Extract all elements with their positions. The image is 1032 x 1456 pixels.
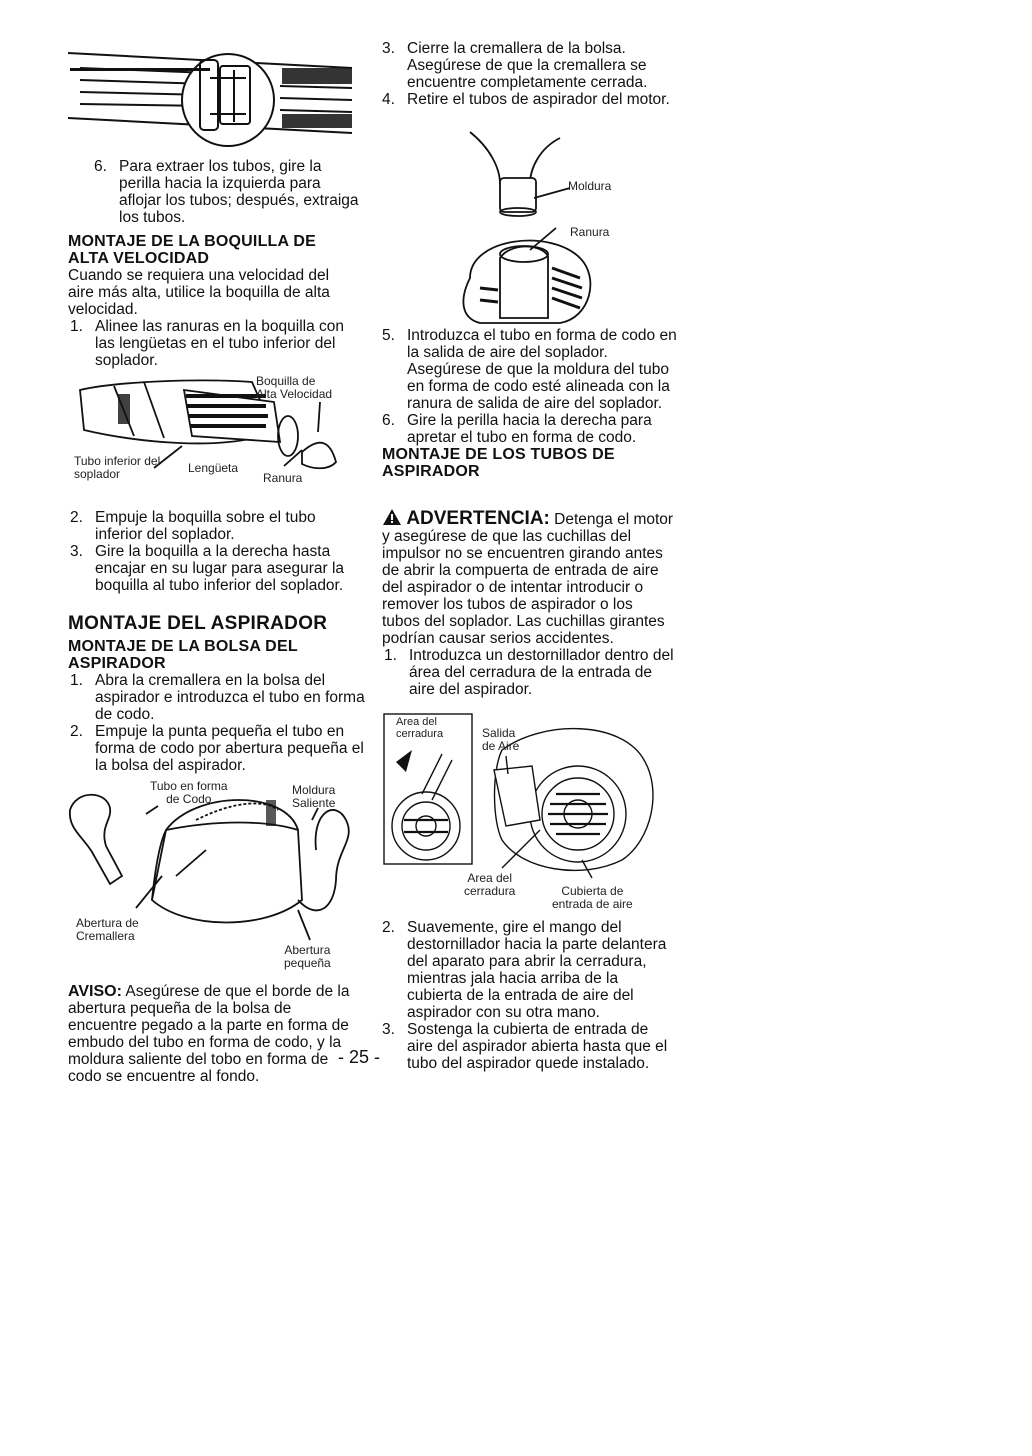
label-line: Abertura — [284, 943, 331, 957]
label-inset-area-cerradura — [396, 716, 443, 740]
warning-label: ADVERTENCIA: — [406, 508, 550, 529]
label-line: Tubo en forma — [150, 779, 228, 793]
label-line: Tubo inferior del — [74, 454, 161, 468]
label-line: Boquilla de — [256, 374, 316, 388]
list-item — [382, 919, 670, 1021]
label-ranura-motor: Ranura — [570, 225, 610, 239]
step-text: Abra la cremallera en la bolsa del aspirador e introduzca el tubo en forma de codo. — [95, 672, 365, 723]
label-line: Cubierta de — [561, 884, 624, 898]
list-item — [382, 412, 678, 446]
step-text: Suavemente, gire el mango del destornillador hacia la parte delantera del aparato para abrir la cerradura, mientras jala hacia arriba de la cubierta de la entrada de aire del aspirador con su otra mano. — [407, 919, 667, 1021]
step-text: Retire el tubos de aspirador del motor. — [407, 91, 670, 108]
list-item — [382, 91, 672, 108]
list-item — [94, 158, 364, 226]
section-heading-tubos: MONTAJE DE LOS TUBOS DE ASPIRADOR — [382, 446, 615, 480]
label-lengueta: Lengüeta — [188, 461, 239, 475]
section-heading-aspirador: MONTAJE DEL ASPIRADOR — [68, 613, 328, 634]
step-text: Gire la perilla hacia la derecha para apretar el tubo en forma de codo. — [407, 412, 652, 446]
label-moldura: Moldura — [568, 179, 612, 193]
label-ranura: Ranura — [263, 471, 303, 485]
list-item — [70, 543, 360, 594]
label-boquilla — [256, 375, 332, 401]
step-text: Alinee las ranuras en la boquilla con las lengüetas en el tubo inferior del soplador. — [95, 318, 345, 369]
label-line: Salida — [482, 726, 516, 740]
step-number: 3. — [382, 1021, 395, 1038]
aviso-note — [68, 983, 356, 1085]
label-line: soplador — [74, 467, 121, 481]
step-number: 2. — [70, 723, 83, 740]
list-item — [70, 672, 368, 723]
step-text: Gire la boquilla a la derecha hasta encajar en su lugar para asegurar la boquilla al tubo inferior del soplador. — [95, 543, 345, 594]
step-number: 2. — [382, 919, 395, 936]
label-tubo-inferior — [74, 455, 160, 481]
label-line: entrada de aire — [552, 897, 633, 911]
step-text: Introduzca un destornillador dentro del área del cerradura de la entrada de aire del aspirador. — [409, 647, 674, 698]
step-number: 5. — [382, 327, 395, 344]
label-line: cerradura — [396, 728, 444, 740]
aviso-text: Asegúrese de que el borde de la abertura pequeña de la bolsa de encuentre pegado a la parte en forma de embudo del tubo en forma de codo, y la moldura saliente del tobo en forma de codo se encuentre al fondo. — [68, 983, 350, 1085]
list-item — [382, 40, 672, 91]
step-number: 3. — [70, 543, 83, 560]
list-item — [384, 647, 674, 698]
label-salida-aire — [482, 727, 519, 753]
label-line: Area del — [467, 871, 513, 885]
section-heading-bolsa: MONTAJE DE LA BOLSA DEL ASPIRADOR — [68, 638, 298, 672]
step-number: 4. — [382, 91, 395, 108]
step-text: Introduzca el tubo en forma de codo en la salida de aire del soplador. Asegúrese de que la moldura del tubo en forma de codo esté alineada con la ranura de salida de aire del soplador. — [407, 327, 677, 412]
aviso-label: AVISO: — [68, 983, 122, 1000]
section-heading-boquilla: MONTAJE DE LA BOQUILLA DE ALTA VELOCIDAD — [68, 233, 316, 267]
label-area-cerradura — [464, 872, 515, 898]
label-line: Saliente — [292, 796, 336, 810]
step-number: 3. — [382, 40, 395, 57]
step-number: 1. — [70, 672, 83, 689]
list-item — [70, 509, 360, 543]
label-line: cerradura — [464, 884, 516, 898]
label-line: pequeña — [284, 956, 331, 970]
step-number: 1. — [70, 318, 83, 335]
label-moldura-saliente — [292, 784, 335, 810]
label-cubierta-entrada — [552, 885, 633, 911]
list-item — [382, 1021, 670, 1072]
step-text: Empuje la boquilla sobre el tubo inferior del soplador. — [95, 509, 316, 543]
label-abertura-cremallera — [76, 917, 139, 943]
list-item — [70, 318, 358, 369]
label-line: de Codo — [166, 792, 212, 806]
label-line: Abertura de — [76, 916, 139, 930]
label-abertura-pequena — [284, 944, 331, 970]
warning-triangle-icon — [382, 508, 402, 526]
boquilla-intro: Cuando se requiera una velocidad del aire más alta, utilice la boquilla de alta velocidad. — [68, 267, 330, 318]
warning-paragraph — [382, 508, 674, 647]
tube-knob-illustration — [60, 38, 360, 148]
page-number: - 25 - — [338, 1047, 381, 1067]
label-line: Cremallera — [76, 929, 135, 943]
step-number: 6. — [94, 158, 107, 175]
step-text: Para extraer los tubos, gire la perilla hacia la izquierda para aflojar los tubos; después, extraiga los tubos. — [119, 158, 359, 226]
step-text: Cierre la cremallera de la bolsa. Asegúrese de que la cremallera se encuentre completamente cerrada. — [407, 40, 648, 91]
list-item — [382, 327, 678, 412]
step-text: Empuje la punta pequeña el tubo en forma de codo por abertura pequeña el la bolsa del aspirador. — [95, 723, 364, 774]
label-line: Moldura — [292, 783, 336, 797]
step-number: 2. — [70, 509, 83, 526]
label-line: Area del — [396, 716, 437, 728]
step-text: Sostenga la cubierta de entrada de aire del aspirador abierta hasta que el tubo del aspirador quede instalado. — [407, 1021, 668, 1072]
step-number: 1. — [384, 647, 397, 664]
label-line: Alta Velocidad — [256, 387, 333, 401]
step-number: 6. — [382, 412, 395, 429]
list-item — [70, 723, 368, 774]
warning-text: Detenga el motor y asegúrese de que las cuchillas del impulsor no se encuentren girando antes de abrir la compuerta de entrada de aire del aspirador o de intentar introducir o remover los tubos de aspirador o los tubos del soplador. Las cuchillas girantes podrían causar serios accidentes. — [382, 511, 674, 647]
label-line: de Aire — [482, 739, 520, 753]
label-tubo-codo — [150, 780, 228, 806]
